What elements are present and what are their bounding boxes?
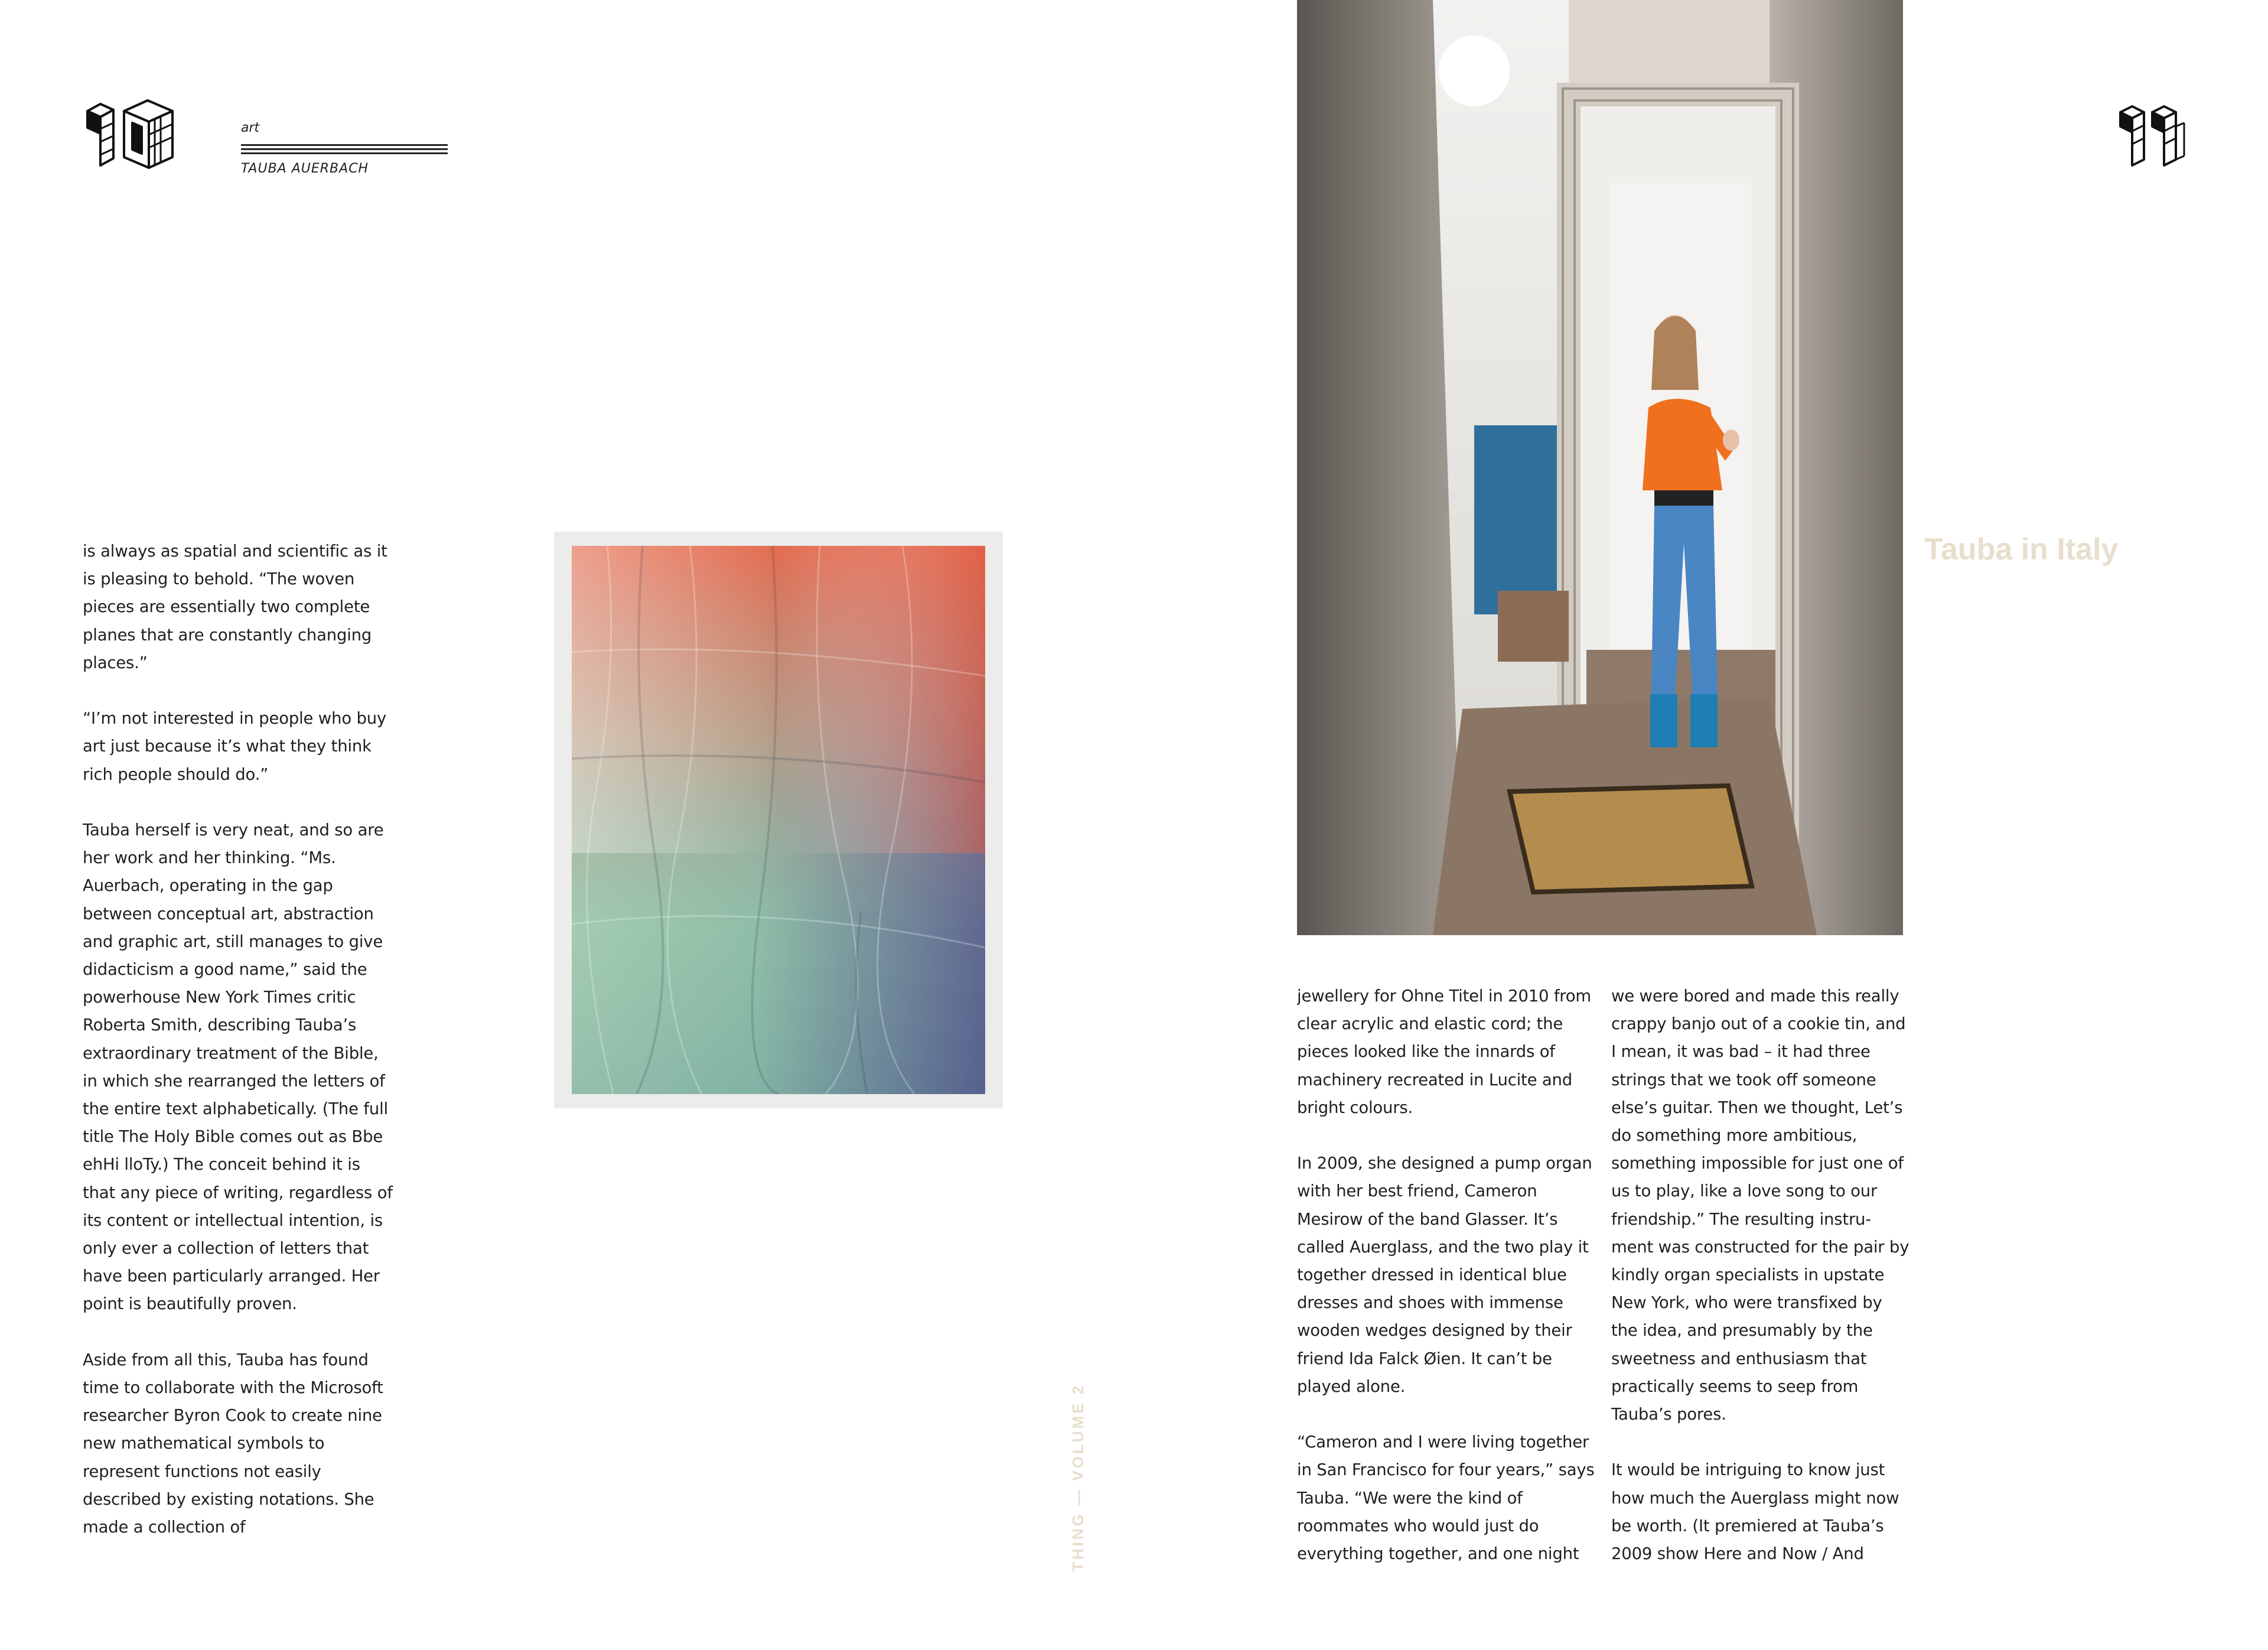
article-meta xyxy=(241,119,448,178)
paragraph: jewellery for Ohne Titel in 2010 from clear acrylic and elastic cord; the pieces looked like the innards of machinery recreated in Lucite and bright colours. xyxy=(1297,987,1592,1117)
right-text-column xyxy=(1611,982,1912,1567)
portrait-photo xyxy=(1297,0,1903,935)
author-label: TAUBA AUERBACH xyxy=(241,161,369,176)
paragraph: In 2009, she designed a pump organ with her best friend, Cameron Mesirow of the band Glasser. It’s called Auerglass, and the two play it together dressed in identical blue dresses and shoes with immense wooden wedges designed by their friend Ida Falck Øien. It can’t be played alone. xyxy=(1297,1154,1592,1396)
paragraph: Tauba herself is very neat, and so are her work and her thinking. “Ms. Auerbach, operating in the gap between conceptual art, abstraction and graphic art, still manages to give didacticism a good name,” said the powerhouse New York Times critic Roberta Smith, describing Tauba’s extraordinary treatment of the Bible, in which she rearranged the letters of the entire text alphabetically. (The full title The Holy Bible comes out as Bbe ehHi lloTy.) The conceit behind it is that any piece of writing, regardless of its content or intellectual intention, is only ever a collection of letters that have been particularly arranged. Her point is beautifully proven. xyxy=(83,821,393,1314)
page-number-10-logo xyxy=(83,99,177,170)
left-text-column xyxy=(83,538,396,1566)
digit-zero-icon xyxy=(124,100,172,168)
paragraph: we were bored and made this really crappy banjo out of a cookie tin, and I mean, it was bad – it had three strings that we took off someone else’s guitar. Then we thought, Let’s do something more ambitious, something impossible for just one of us to play, like a love song to our friendship.” The resulting instru-ment was constructed for the pair by kindly organ specialists in upstate New York, who were transfixed by the idea, and presumably by the sweetness and enthusiasm that practically seems to seep from Tauba’s pores. xyxy=(1611,987,1909,1424)
photo-caption: Tauba in Italy xyxy=(1924,532,2119,567)
digit-one-icon xyxy=(2152,106,2184,165)
rule-divider xyxy=(241,152,448,154)
rule-divider xyxy=(241,148,448,150)
paragraph: “Cameron and I were living together in San Francisco for four years,” says Tauba. “We were the kind of roommates who would just do everything together, and one night xyxy=(1297,1433,1595,1564)
page-number-11-logo xyxy=(2118,103,2186,169)
paragraph: “I’m not interested in people who buy art just because it’s what they think rich people should do.” xyxy=(83,709,387,784)
middle-text-column xyxy=(1297,982,1598,1567)
paragraph: Aside from all this, Tauba has found time to collaborate with the Microsoft researcher Byron Cook to create nine new mathematical symbols to represent functions not easily described by existing notations. She made a collection of xyxy=(83,1350,383,1537)
digit-one-icon xyxy=(87,104,113,165)
magazine-volume-label: THING — VOLUME 2 xyxy=(1069,1383,1087,1571)
paragraph: It would be intriguing to know just how much the Auerglass might now be worth. (It premiered at Tauba’s 2009 show Here and Now / And xyxy=(1611,1460,1899,1564)
section-label: art xyxy=(241,121,260,135)
paragraph: is always as spatial and scientific as it is pleasing to behold. “The woven pieces are essentially two complete planes that are constantly changing places.” xyxy=(83,542,387,672)
artwork-image xyxy=(572,546,985,1094)
rule-divider xyxy=(241,144,448,146)
digit-one-icon xyxy=(2120,106,2144,165)
